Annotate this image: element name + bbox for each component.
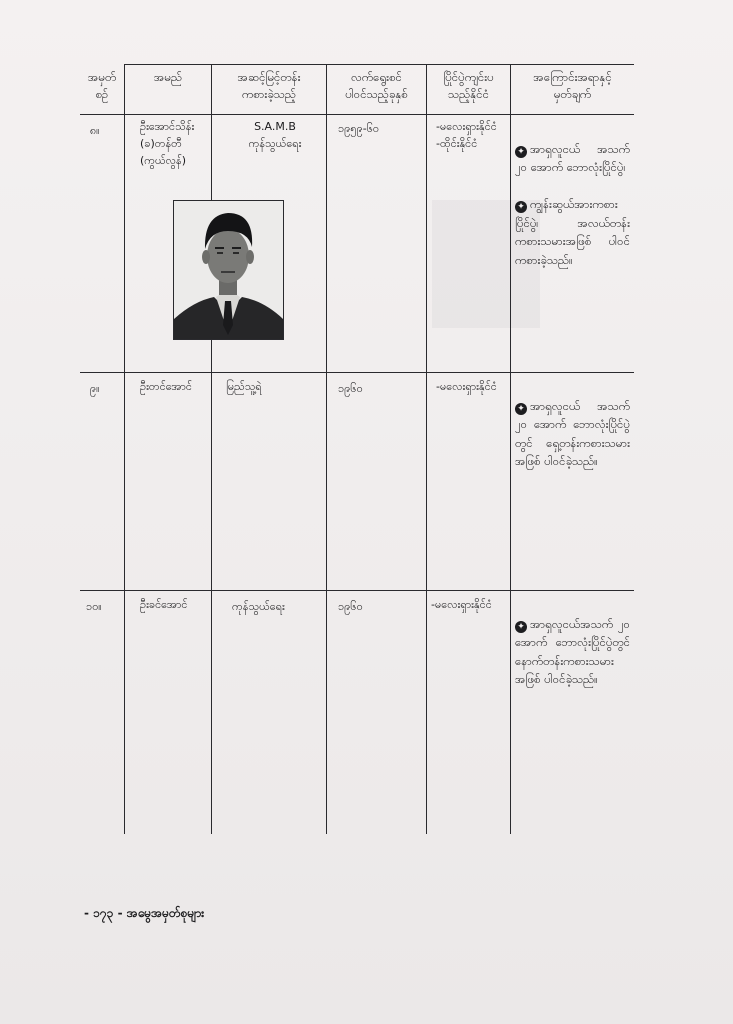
remark-text: အာရှလူငယ် အသက် ၂၀ အောက် ဘောလုံးပြိုင်ပွဲတွင် ရှေ့တန်းကစားသမားအဖြစ် ပါဝင်ခဲ့သည်။ bbox=[515, 398, 630, 468]
host-country: -မလေးရှားနိုင်ငံ bbox=[436, 380, 497, 393]
remark-item bbox=[515, 195, 630, 269]
remark-text: ကျွန်းဆွယ်အားကစားပြိုင်ပွဲ၊ အလယ်တန်းကစားသမားအဖြစ် ပါဝင်ကစားခဲ့သည်။ bbox=[515, 197, 630, 267]
remark-item bbox=[515, 615, 630, 689]
column-divider bbox=[326, 64, 327, 834]
star-badge-icon: ✦ bbox=[515, 621, 527, 633]
star-badge-icon: ✦ bbox=[515, 201, 527, 213]
row-number: ၁၀။ bbox=[86, 600, 102, 613]
header-club: အဆင့်မြင့်တန်း ကစားခဲ့သည့် bbox=[237, 70, 301, 101]
player-name: ဦးခင်အောင် bbox=[140, 598, 188, 611]
row-number: ၈။ bbox=[90, 124, 100, 137]
club-name: ကုန်သွယ်ရေး bbox=[232, 600, 285, 613]
player-photo bbox=[173, 200, 284, 340]
selection-years: ၁၉၆၀ bbox=[338, 382, 363, 395]
portrait-image bbox=[174, 201, 283, 339]
star-badge-icon: ✦ bbox=[515, 146, 527, 158]
header-country: ပြိုင်ပွဲကျင်းပ သည့်နိုင်ငံ bbox=[443, 70, 494, 101]
row-divider bbox=[80, 590, 634, 591]
host-country: -မလေးရှားနိုင်ငံ -ထိုင်းနိုင်ငံ bbox=[436, 120, 497, 150]
remark-item bbox=[515, 397, 630, 471]
star-badge-icon: ✦ bbox=[515, 403, 527, 415]
column-divider bbox=[426, 64, 427, 834]
remark-text: အာရှလူငယ်အသက် ၂၀ အောက် ဘောလုံးပြိုင်ပွဲတွင် နောက်တန်းကစားသမားအဖြစ် ပါဝင်ခဲ့သည်။ bbox=[515, 616, 630, 686]
selection-years: ၁၉၅၉-၆၀ bbox=[338, 122, 380, 135]
page-footer: - ၁၇၃ - အမွေအမှတ်စုများ bbox=[84, 906, 205, 920]
player-name: ဦးတင်အောင် bbox=[140, 380, 192, 393]
header-bottom-border bbox=[80, 114, 634, 115]
remark-text: အာရှလူငယ် အသက် ၂၀ အောက် ဘောလုံးပြိုင်ပွဲ၊ bbox=[515, 141, 630, 174]
remarks bbox=[515, 378, 630, 588]
row-divider bbox=[80, 372, 634, 373]
selection-years: ၁၉၆၀ bbox=[338, 600, 363, 613]
header-remarks: အကြောင်းအရာနှင့် မှတ်ချက် bbox=[533, 70, 612, 101]
club-name: S.A.M.B ကုန်သွယ်ရေး bbox=[248, 120, 302, 150]
header-years: လက်ရွေးစင် ပါဝင်သည့်ခုနှစ် bbox=[345, 70, 408, 101]
player-name: ဦးအောင်သိန်း (ခ)တန်တီ (ကွယ်လွန်) bbox=[140, 120, 195, 167]
remark-item bbox=[515, 140, 630, 177]
remarks bbox=[515, 596, 630, 796]
header-no: အမှတ် စဉ် bbox=[87, 70, 117, 101]
club-name: မြည်သူ့ရဲ bbox=[226, 380, 262, 393]
row-number: ၉။ bbox=[90, 382, 100, 395]
column-divider bbox=[510, 64, 511, 834]
table-top-border bbox=[124, 64, 634, 65]
header-name: အမည် bbox=[153, 70, 183, 84]
remarks bbox=[515, 121, 630, 371]
column-divider bbox=[211, 64, 212, 834]
host-country: -မလေးရှားနိုင်ငံ bbox=[431, 598, 492, 611]
column-divider bbox=[124, 64, 125, 834]
